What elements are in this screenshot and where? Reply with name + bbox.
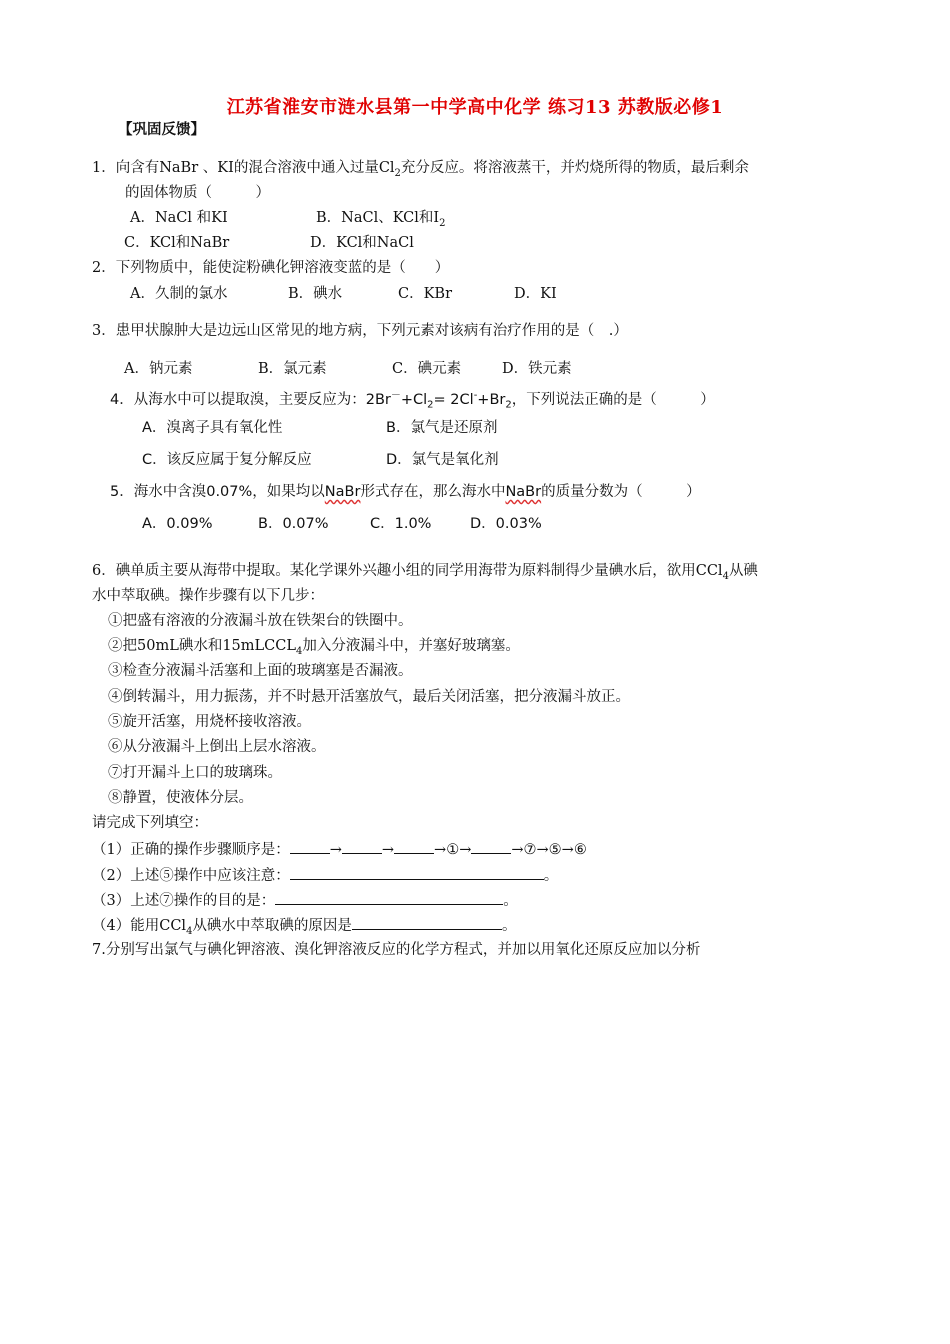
- q6-fill-prompt: 请完成下列填空：: [92, 815, 208, 831]
- answer-blank[interactable]: [471, 838, 511, 854]
- q4-stem: 4．从海水中可以提取溴，主要反应为：$2Br^-+Cl_2= 2Cl^-+Br_2$，下列说法正确的是（ ）: [110, 390, 715, 411]
- q6-step-7: ⑦打开漏斗上口的玻璃珠。: [108, 765, 282, 781]
- q6-fill-3: （3）上述⑦操作的目的是： 。: [92, 889, 518, 911]
- answer-blank[interactable]: [290, 838, 330, 854]
- q1-option-d: D．KCl和NaCl: [310, 235, 414, 251]
- section-heading: 【巩固反馈】: [118, 121, 205, 138]
- q6-fill-2: （2）上述⑤操作中应该注意： 。: [92, 864, 558, 886]
- q1-option-a: A．NaCl 和KI: [130, 210, 228, 226]
- answer-blank[interactable]: [342, 838, 382, 854]
- q4-option-c: C．该反应属于复分解反应: [142, 452, 312, 468]
- q6-fill-4: （4）能用CCl$_4$从碘水中萃取碘的原因是 。: [92, 914, 516, 942]
- answer-blank[interactable]: [290, 864, 544, 880]
- q3-option-d: D．铁元素: [502, 361, 572, 377]
- q6-step-6: ⑥从分液漏斗上倒出上层水溶液。: [108, 739, 326, 755]
- answer-blank[interactable]: [352, 914, 502, 930]
- answer-blank[interactable]: [275, 889, 503, 905]
- q6-stem: 6．碘单质主要从海带中提取。某化学课外兴趣小组的同学用海带为原料制得少量碘水后，欲用CCl$_4$从碘: [92, 563, 758, 582]
- q3-stem: 3．患甲状腺肿大是边远山区常见的地方病，下列元素对该病有治疗作用的是（ .）: [92, 323, 628, 339]
- q5-option-d: D．0.03%: [470, 516, 542, 532]
- q6-stem-line2: 水中萃取碘。操作步骤有以下几步：: [92, 588, 324, 604]
- q2-option-a: A．久制的氯水: [130, 286, 228, 302]
- q3-option-a: A．钠元素: [124, 361, 193, 377]
- q4-option-b: B．氯气是还原剂: [386, 420, 498, 436]
- q2-option-d: D．KI: [514, 286, 557, 302]
- q3-option-c: C．碘元素: [392, 361, 462, 377]
- q3-option-b: B．氯元素: [258, 361, 327, 377]
- q2-option-c: C．KBr: [398, 286, 453, 302]
- q6-fill-1: （1）正确的操作步骤顺序是： → → →①→ →⑦→⑤→⑥: [92, 838, 587, 860]
- q1-option-c: C．KCl和NaBr: [124, 235, 230, 251]
- q5-option-a: A．0.09%: [142, 516, 213, 532]
- page-title: 江苏省淮安市涟水县第一中学高中化学 练习13 苏教版必修1: [226, 97, 724, 118]
- q2-stem: 2．下列物质中，能使淀粉碘化钾溶液变蓝的是（ ）: [92, 260, 450, 276]
- q6-step-5: ⑤旋开活塞，用烧杯接收溶液。: [108, 714, 311, 730]
- q5-option-b: B．0.07%: [258, 516, 329, 532]
- q1-option-b: B．NaCl、KCl和$I_2$: [316, 210, 446, 229]
- q5-stem: 5．海水中含溴0.07%，如果均以NaBr形式存在，那么海水中NaBr的质量分数为（ ）: [110, 484, 701, 500]
- q1-stem-line2: 的固体物质（ ）: [125, 185, 270, 201]
- q5-option-c: C．1.0%: [370, 516, 432, 532]
- answer-blank[interactable]: [394, 838, 434, 854]
- q4-option-d: D．氯气是氧化剂: [386, 452, 499, 468]
- q6-step-2: ②把50mL碘水和15mLCCL$_4$加入分液漏斗中，并塞好玻璃塞。: [108, 638, 520, 657]
- q6-step-4: ④倒转漏斗，用力振荡，并不时悬开活塞放气，最后关闭活塞，把分液漏斗放正。: [108, 689, 630, 705]
- q2-option-b: B．碘水: [288, 286, 343, 302]
- q4-option-a: A．溴离子具有氧化性: [142, 420, 283, 436]
- q6-step-8: ⑧静置，使液体分层。: [108, 790, 253, 806]
- q6-step-3: ③检查分液漏斗活塞和上面的玻璃塞是否漏液。: [108, 663, 413, 679]
- q6-step-1: ①把盛有溶液的分液漏斗放在铁架台的铁圈中。: [108, 613, 413, 629]
- q1-stem: 1．向含有NaBr 、KI的混合溶液中通入过量$Cl_2$充分反应。将溶液蒸干，并灼烧所得的物质，最后剩余: [92, 160, 749, 179]
- q7-stem: 7.分别写出氯气与碘化钾溶液、溴化钾溶液反应的化学方程式，并加以用氧化还原反应加以分析: [92, 942, 701, 958]
